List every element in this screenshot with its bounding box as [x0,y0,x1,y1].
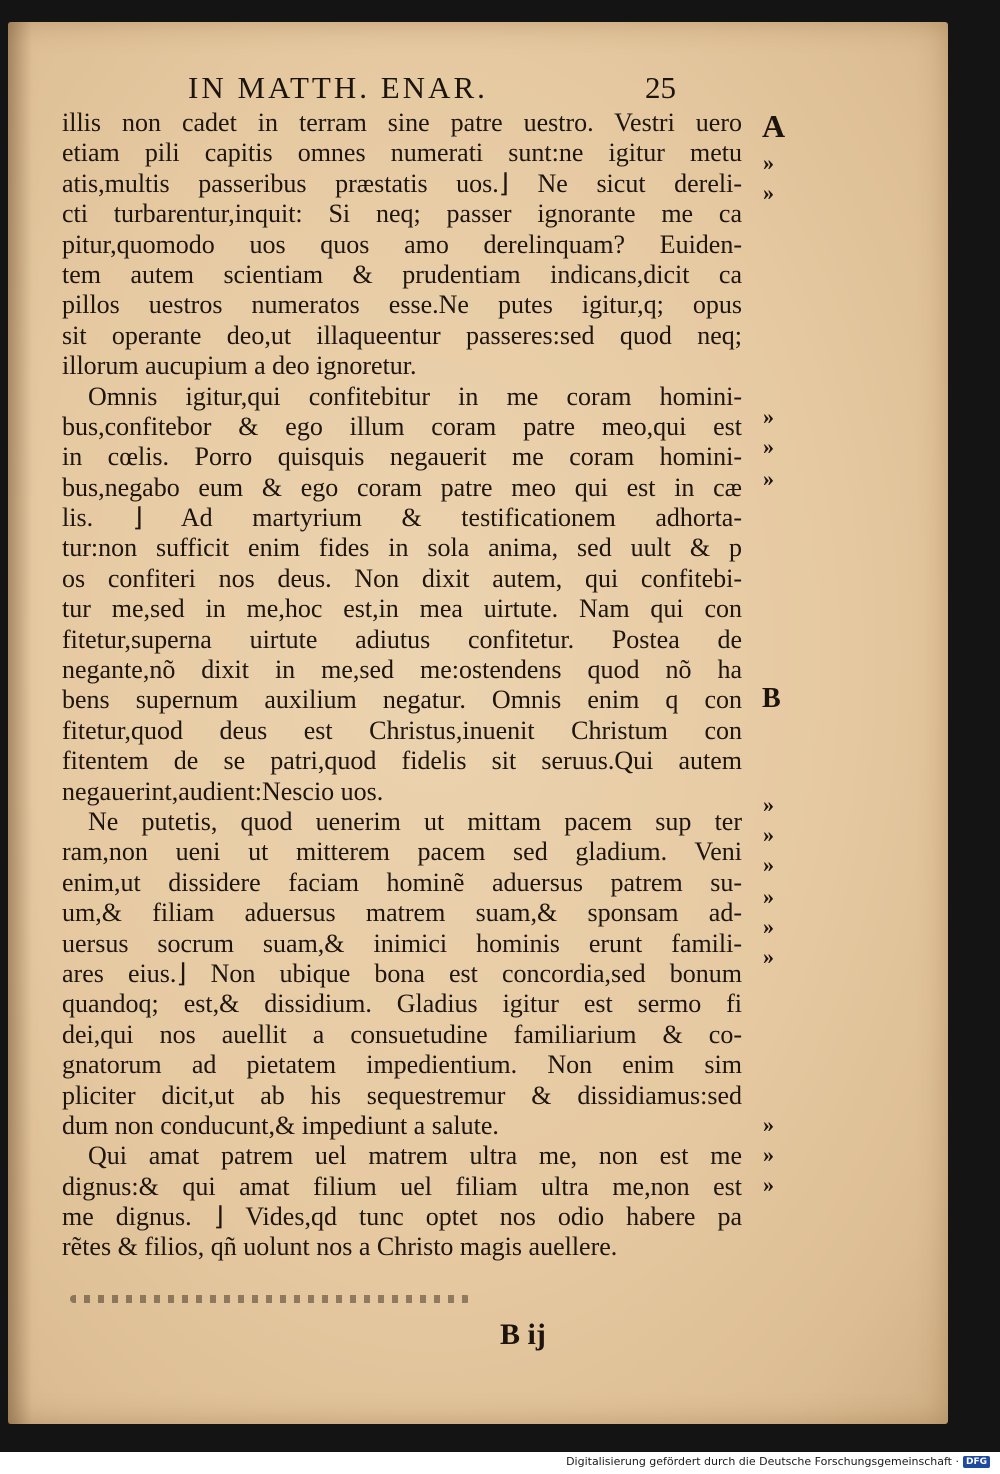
margin-quote-mark: » [763,404,773,429]
text-line: enim,ut dissidere faciam hominẽ aduersus patrem su- [62,867,742,897]
margin-quote-mark: » [763,1112,773,1137]
margin-quote-mark: » [763,822,773,847]
text-line: fitetur,quod deus est Christus,inuenit Christum con [62,715,742,745]
text-line: Omnis igitur,qui confitebitur in me coram homini- [88,381,742,411]
margin-quote-mark: » [763,180,773,205]
margin-quote-mark: » [763,884,773,909]
margin-quote-mark: » [763,852,773,877]
text-line: cti turbarentur,inquit: Si neq; passer ignorante me ca [62,199,742,229]
signature-mark: B ij [500,1318,546,1351]
margin-quote-mark: » [763,1142,773,1167]
text-block [62,108,742,1263]
section-letter-b: B [762,683,781,714]
text-line: sit operante deo,ut illaqueentur passeres:sed quod neq; [62,320,742,350]
text-line: negante,nõ dixit in me,sed me:ostendens quod nõ ha [62,655,742,685]
text-line: etiam pili capitis omnes numerati sunt:ne igitur metu [62,138,742,168]
text-line: gnatorum ad pietatem impedientium. Non enim sim [62,1050,742,1080]
text-line: os confiteri nos deus. Non dixit autem, qui confitebi- [62,563,742,593]
text-line: in cœlis. Porro quisquis negauerit me coram homini- [62,442,742,472]
text-line: dum non conducunt,& impediunt a salute. [62,1110,499,1140]
text-line: ram,non ueni ut mitterem pacem sed gladium. Veni [62,837,742,867]
text-line: ares eius.⌋ Non ubique bona est concordia,sed bonum [62,958,742,988]
text-line: uersus socrum suam,& inimici hominis erunt famili- [62,928,742,958]
text-line: bus,negabo eum & ego coram patre meo qui est in cæ [62,472,742,502]
text-line: atis,multis passeribus præstatis uos.⌋ Ne sicut dereli- [62,168,742,198]
text-line: tur me,sed in me,hoc est,in mea uirtute. Nam qui con [62,594,742,624]
text-line: um,& filiam aduersus matrem suam,& sponsam ad- [62,898,742,928]
margin-quote-mark: » [763,914,773,939]
text-line: dignus:& qui amat filium uel filiam ultra me,non est [62,1171,742,1201]
text-line: pillos uestros numeratos esse.Ne putes igitur,q; opus [62,290,742,320]
margin-quote-mark: » [763,150,773,175]
folio-number: 25 [645,70,676,105]
text-line: pliciter dicit,ut ab his sequestremur & dissidiamus:sed [62,1080,742,1110]
text-line: me dignus. ⌋ Vides,qd tunc optet nos odio habere pa [62,1202,742,1232]
ink-smudge [70,1295,470,1303]
margin-quote-mark: » [763,466,773,491]
text-line: dei,qui nos auellit a consuetudine familiarium & co- [62,1019,742,1049]
text-line: bens supernum auxilium negatur. Omnis enim q con [62,685,742,715]
text-line: rẽtes & filios, qñ uolunt nos a Christo magis auellere. [62,1232,618,1262]
margin-quote-mark: » [763,792,773,817]
text-line: tem autem scientiam & prudentiam indicans,dicit ca [62,259,742,289]
text-line: quandoq; est,& dissidium. Gladius igitur est sermo fi [62,989,742,1019]
text-line: illorum aucupium a deo ignoretur. [62,351,417,381]
section-letter-a: A [762,108,786,144]
gutter-shadow [8,22,32,1424]
text-line: Ne putetis, quod uenerim ut mittam pacem sup ter [88,806,742,836]
text-line: bus,confitebor & ego illum coram patre meo,qui est [62,411,742,441]
digitization-credit [566,1455,990,1468]
running-head: IN MATTH. ENAR. [188,70,488,105]
text-line: fitetur,superna uirtute adiutus confitetur. Postea de [62,624,742,654]
text-line: fitentem de se patri,quod fidelis sit seruus.Qui autem [62,746,742,776]
credit-text: Digitalisierung gefördert durch die Deutsche Forschungsgemeinschaft · [566,1455,959,1468]
text-line: pitur,quomodo uos quos amo derelinquam? Euiden- [62,229,742,259]
dfg-logo: DFG [963,1456,990,1468]
text-line: lis. ⌋ Ad martyrium & testificationem adhorta- [62,503,742,533]
text-line: Qui amat patrem uel matrem ultra me, non est me [88,1141,742,1171]
margin-quote-mark: » [763,944,773,969]
margin-quote-mark: » [763,434,773,459]
text-line: negauerint,audient:Nescio uos. [62,776,384,806]
text-line: illis non cadet in terram sine patre uestro. Vestri uero [62,108,742,137]
margin-quote-mark: » [763,1172,773,1197]
text-line: tur:non sufficit enim fides in sola anima, sed uult & p [62,533,742,563]
